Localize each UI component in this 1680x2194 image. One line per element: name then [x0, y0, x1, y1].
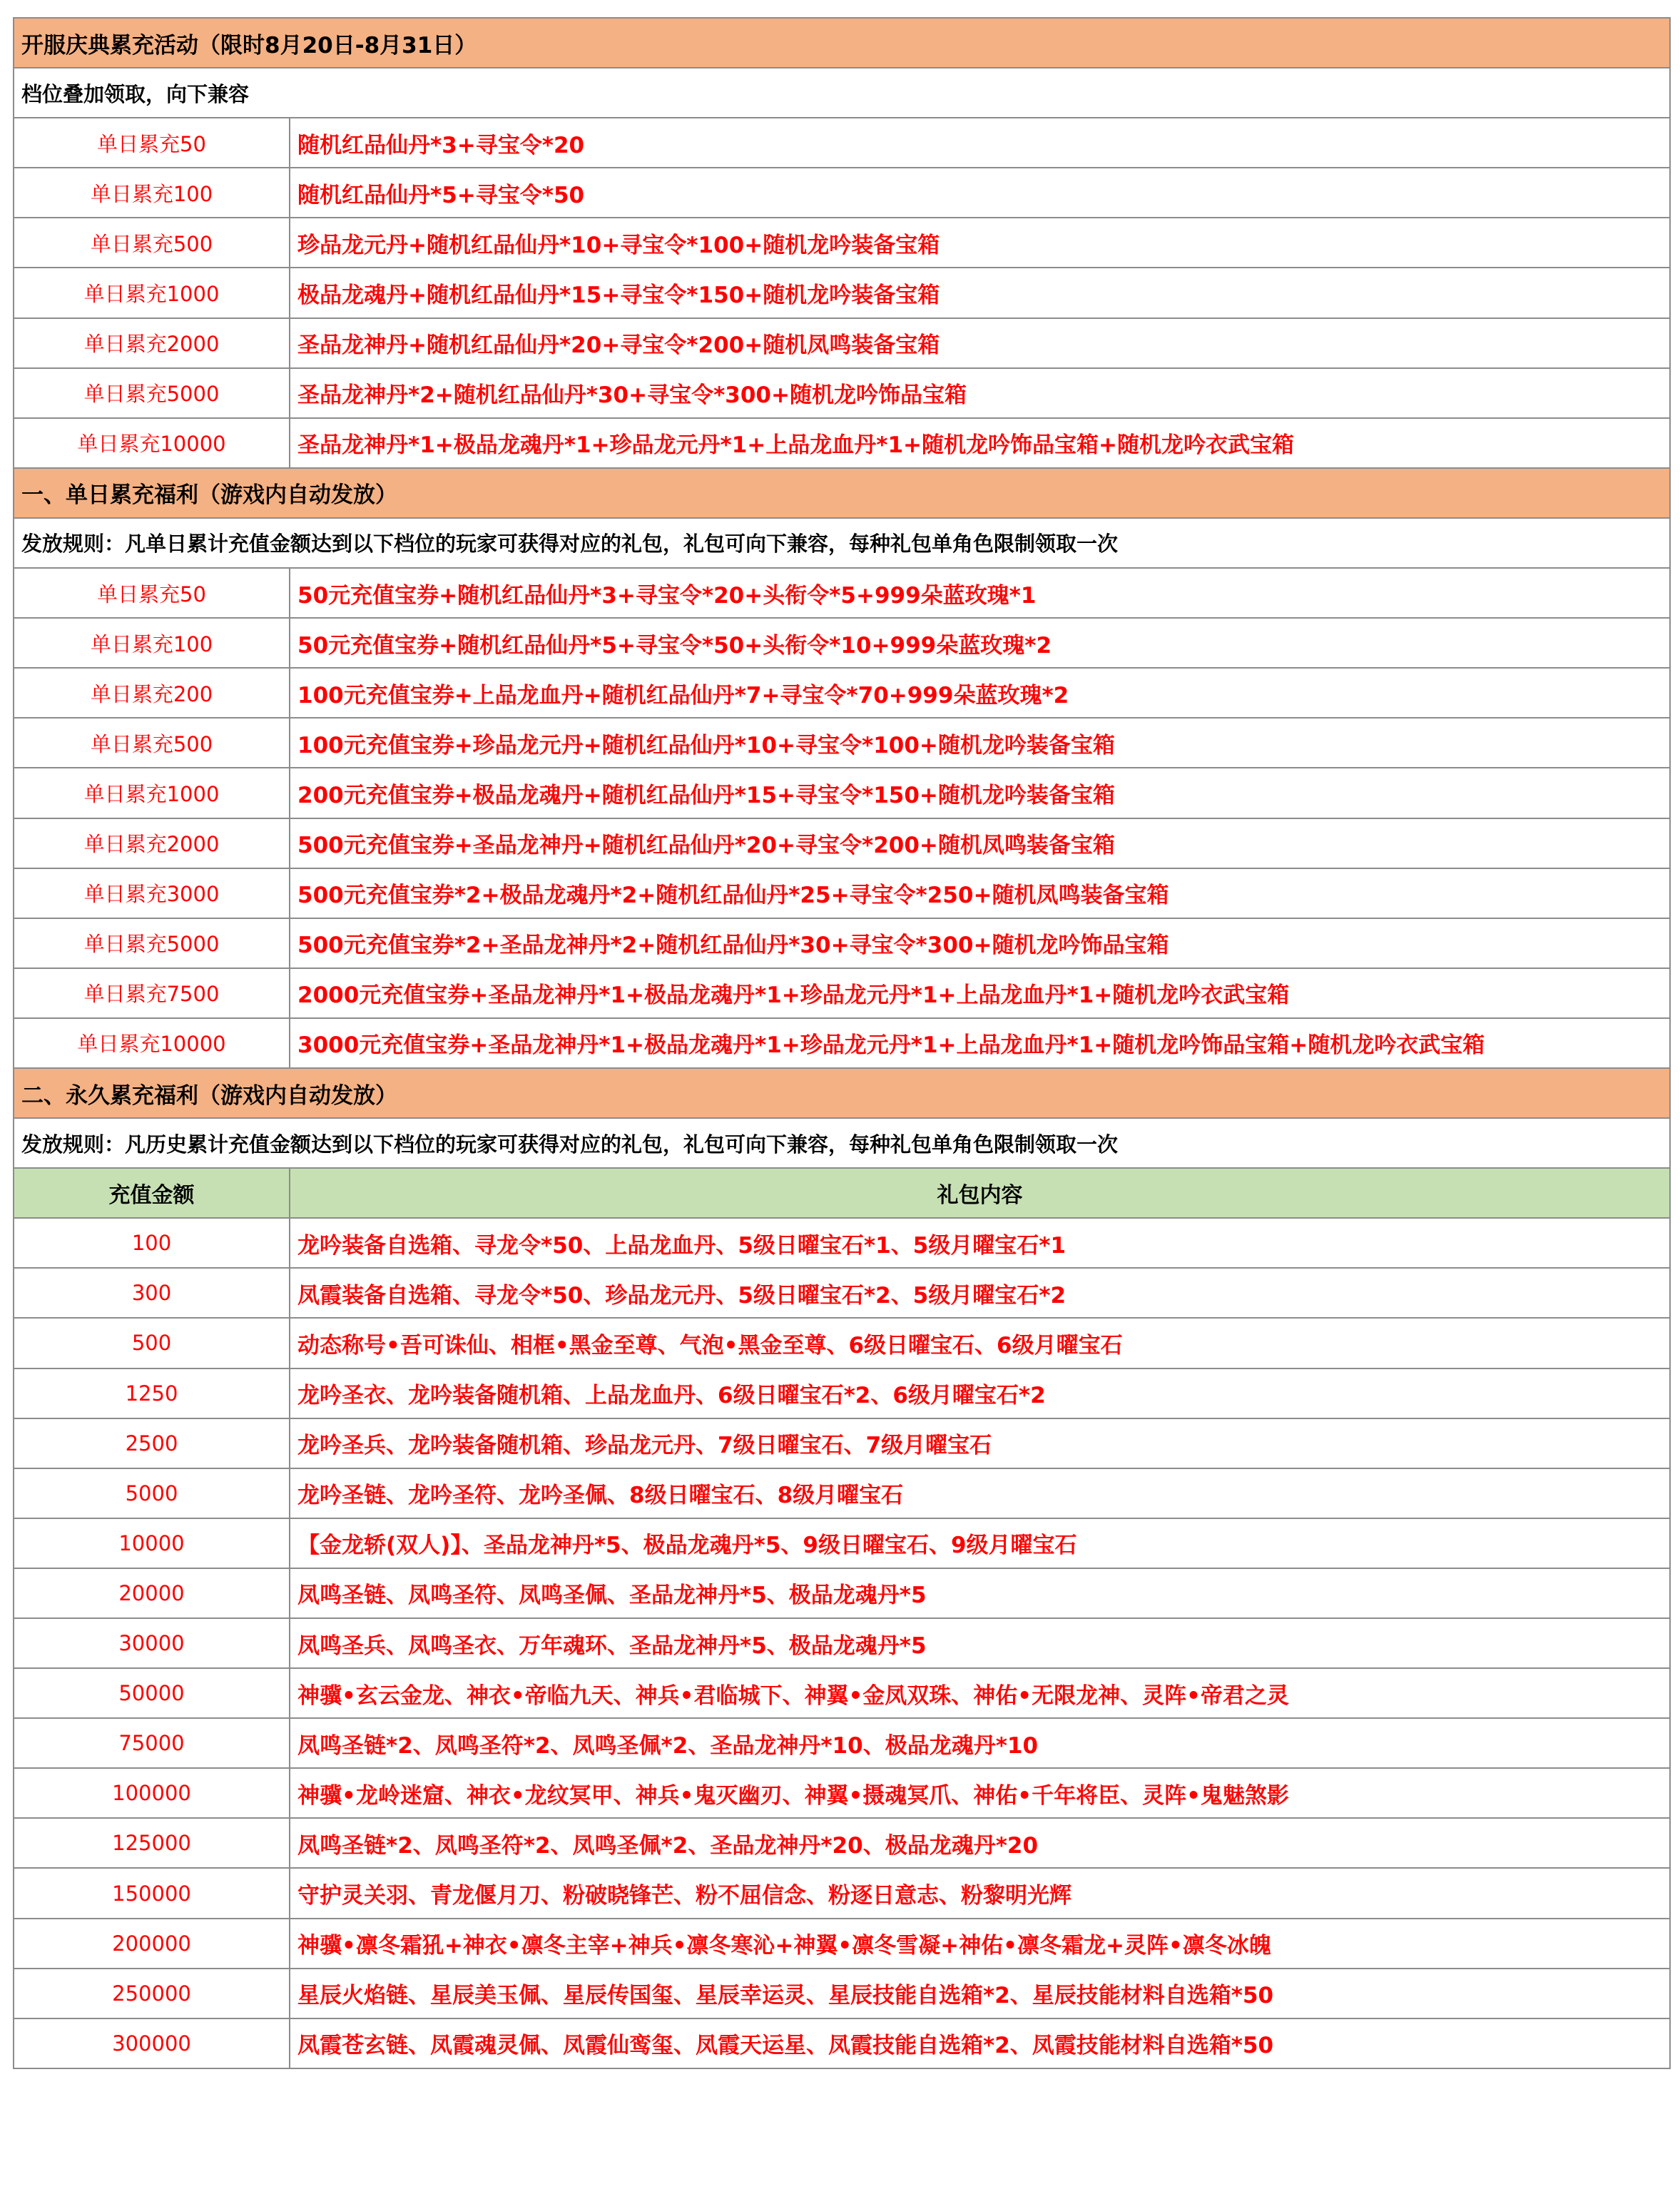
section-header-row	[14, 1068, 1670, 1118]
reward-cell: 龙吟圣兵、龙吟装备随机箱、珍品龙元丹、7级日曜宝石、7级月曜宝石	[290, 1418, 1670, 1468]
table-row	[14, 1518, 1670, 1568]
section-note: 发放规则：凡单日累计充值金额达到以下档位的玩家可获得对应的礼包，礼包可向下兼容，每种礼包单角色限制领取一次	[14, 518, 1670, 568]
table-row	[14, 668, 1670, 718]
column-header-content: 礼包内容	[290, 1168, 1670, 1218]
table-row	[14, 168, 1670, 218]
column-header-amount: 充值金额	[14, 1168, 290, 1218]
tier-cell: 单日累充1000	[14, 268, 290, 318]
tier-cell: 75000	[14, 1718, 290, 1768]
reward-cell: 50元充值宝券+随机红品仙丹*3+寻宝令*20+头衔令*5+999朵蓝玫瑰*1	[290, 568, 1670, 618]
section-note: 档位叠加领取，向下兼容	[14, 68, 1670, 118]
table-row	[14, 368, 1670, 418]
section-note-row	[14, 68, 1670, 118]
table-row	[14, 1018, 1670, 1068]
table-row	[14, 1268, 1670, 1318]
tier-cell: 100000	[14, 1768, 290, 1818]
tier-cell: 100	[14, 1218, 290, 1268]
tier-cell: 20000	[14, 1568, 290, 1618]
reward-cell: 极品龙魂丹+随机红品仙丹*15+寻宝令*150+随机龙吟装备宝箱	[290, 268, 1670, 318]
section-title: 二、永久累充福利（游戏内自动发放）	[14, 1068, 1670, 1118]
reward-cell: 凤鸣圣链*2、凤鸣圣符*2、凤鸣圣佩*2、圣品龙神丹*20、极品龙魂丹*20	[290, 1818, 1670, 1868]
tier-cell: 单日累充3000	[14, 868, 290, 918]
tier-cell: 300000	[14, 2018, 290, 2068]
tier-cell: 250000	[14, 1969, 290, 2018]
section-title: 一、单日累充福利（游戏内自动发放）	[14, 468, 1670, 518]
table-row	[14, 1468, 1670, 1518]
section-note-row	[14, 518, 1670, 568]
tier-cell: 单日累充50	[14, 568, 290, 618]
table-row	[14, 868, 1670, 918]
table-row	[14, 1818, 1670, 1868]
reward-table	[13, 17, 1671, 2069]
section-title: 开服庆典累充活动（限时8月20日-8月31日）	[14, 18, 1670, 68]
tier-cell: 单日累充10000	[14, 418, 290, 468]
tier-cell: 单日累充100	[14, 618, 290, 668]
table-row	[14, 568, 1670, 618]
tier-cell: 150000	[14, 1868, 290, 1918]
table-row	[14, 1318, 1670, 1368]
table-row	[14, 418, 1670, 468]
tier-cell: 125000	[14, 1818, 290, 1868]
reward-cell: 星辰火焰链、星辰美玉佩、星辰传国玺、星辰幸运灵、星辰技能自选箱*2、星辰技能材料自选箱*50	[290, 1969, 1670, 2018]
tier-cell: 2500	[14, 1418, 290, 1468]
table-row	[14, 318, 1670, 368]
table-row	[14, 1919, 1670, 1969]
table-row	[14, 768, 1670, 818]
reward-cell: 50元充值宝券+随机红品仙丹*5+寻宝令*50+头衔令*10+999朵蓝玫瑰*2	[290, 618, 1670, 668]
tier-cell: 单日累充500	[14, 718, 290, 768]
column-header-row	[14, 1168, 1670, 1218]
reward-cell: 守护灵关羽、青龙偃月刀、粉破晓锋芒、粉不屈信念、粉逐日意志、粉黎明光辉	[290, 1868, 1670, 1918]
tier-cell: 1250	[14, 1368, 290, 1418]
reward-cell: 神骥•玄云金龙、神衣•帝临九天、神兵•君临城下、神翼•金凤双珠、神佑•无限龙神、灵阵•帝君之灵	[290, 1668, 1670, 1718]
tier-cell: 30000	[14, 1618, 290, 1668]
tier-cell: 单日累充1000	[14, 768, 290, 818]
table-row	[14, 118, 1670, 168]
reward-cell: 200元充值宝券+极品龙魂丹+随机红品仙丹*15+寻宝令*150+随机龙吟装备宝箱	[290, 768, 1670, 818]
tier-cell: 单日累充200	[14, 668, 290, 718]
reward-cell: 500元充值宝券+圣品龙神丹+随机红品仙丹*20+寻宝令*200+随机凤鸣装备宝箱	[290, 818, 1670, 868]
tier-cell: 单日累充100	[14, 168, 290, 218]
tier-cell: 500	[14, 1318, 290, 1368]
tier-cell: 200000	[14, 1919, 290, 1969]
table-row	[14, 1969, 1670, 2018]
table-row	[14, 2018, 1670, 2068]
reward-cell: 动态称号•吾可诛仙、相框•黑金至尊、气泡•黑金至尊、6级日曜宝石、6级月曜宝石	[290, 1318, 1670, 1368]
section-note-row	[14, 1118, 1670, 1168]
tier-cell: 单日累充500	[14, 218, 290, 268]
table-row	[14, 968, 1670, 1018]
reward-cell: 神骥•龙岭迷窟、神衣•龙纹冥甲、神兵•鬼灭幽刃、神翼•摄魂冥爪、神佑•千年将臣、灵阵•鬼魅煞影	[290, 1768, 1670, 1818]
tier-cell: 单日累充2000	[14, 318, 290, 368]
table-row	[14, 1218, 1670, 1268]
table-row	[14, 1718, 1670, 1768]
tier-cell: 50000	[14, 1668, 290, 1718]
table-row	[14, 1868, 1670, 1918]
tier-cell: 单日累充50	[14, 118, 290, 168]
table-row	[14, 718, 1670, 768]
reward-cell: 凤霞装备自选箱、寻龙令*50、珍品龙元丹、5级日曜宝石*2、5级月曜宝石*2	[290, 1268, 1670, 1318]
reward-cell: 【金龙轿(双人)】、圣品龙神丹*5、极品龙魂丹*5、9级日曜宝石、9级月曜宝石	[290, 1518, 1670, 1568]
reward-cell: 随机红品仙丹*5+寻宝令*50	[290, 168, 1670, 218]
reward-cell: 神骥•凛冬霜犼+神衣•凛冬主宰+神兵•凛冬寒沁+神翼•凛冬雪凝+神佑•凛冬霜龙+灵阵•凛冬冰魄	[290, 1919, 1670, 1969]
tier-cell: 5000	[14, 1468, 290, 1518]
reward-cell: 凤霞苍玄链、凤霞魂灵佩、凤霞仙鸾玺、凤霞天运星、凤霞技能自选箱*2、凤霞技能材料自选箱*50	[290, 2018, 1670, 2068]
reward-cell: 凤鸣圣链、凤鸣圣符、凤鸣圣佩、圣品龙神丹*5、极品龙魂丹*5	[290, 1568, 1670, 1618]
reward-cell: 500元充值宝券*2+极品龙魂丹*2+随机红品仙丹*25+寻宝令*250+随机凤鸣装备宝箱	[290, 868, 1670, 918]
table-row	[14, 818, 1670, 868]
tier-cell: 单日累充7500	[14, 968, 290, 1018]
reward-cell: 圣品龙神丹+随机红品仙丹*20+寻宝令*200+随机凤鸣装备宝箱	[290, 318, 1670, 368]
reward-cell: 龙吟圣衣、龙吟装备随机箱、上品龙血丹、6级日曜宝石*2、6级月曜宝石*2	[290, 1368, 1670, 1418]
reward-cell: 3000元充值宝券+圣品龙神丹*1+极品龙魂丹*1+珍品龙元丹*1+上品龙血丹*1+随机龙吟饰品宝箱+随机龙吟衣武宝箱	[290, 1018, 1670, 1068]
section-header-row	[14, 468, 1670, 518]
reward-cell: 圣品龙神丹*2+随机红品仙丹*30+寻宝令*300+随机龙吟饰品宝箱	[290, 368, 1670, 418]
reward-cell: 100元充值宝券+上品龙血丹+随机红品仙丹*7+寻宝令*70+999朵蓝玫瑰*2	[290, 668, 1670, 718]
section-header-row	[14, 18, 1670, 68]
table-row	[14, 1618, 1670, 1668]
reward-cell: 龙吟装备自选箱、寻龙令*50、上品龙血丹、5级日曜宝石*1、5级月曜宝石*1	[290, 1218, 1670, 1268]
reward-cell: 500元充值宝券*2+圣品龙神丹*2+随机红品仙丹*30+寻宝令*300+随机龙吟饰品宝箱	[290, 918, 1670, 968]
table-row	[14, 1668, 1670, 1718]
section-note: 发放规则：凡历史累计充值金额达到以下档位的玩家可获得对应的礼包，礼包可向下兼容，每种礼包单角色限制领取一次	[14, 1118, 1670, 1168]
table-row	[14, 218, 1670, 268]
reward-cell: 100元充值宝券+珍品龙元丹+随机红品仙丹*10+寻宝令*100+随机龙吟装备宝箱	[290, 718, 1670, 768]
tier-cell: 10000	[14, 1518, 290, 1568]
table-row	[14, 918, 1670, 968]
tier-cell: 单日累充2000	[14, 818, 290, 868]
tier-cell: 单日累充5000	[14, 368, 290, 418]
reward-cell: 2000元充值宝券+圣品龙神丹*1+极品龙魂丹*1+珍品龙元丹*1+上品龙血丹*1+随机龙吟衣武宝箱	[290, 968, 1670, 1018]
table-row	[14, 1418, 1670, 1468]
tier-cell: 单日累充5000	[14, 918, 290, 968]
tier-cell: 单日累充10000	[14, 1018, 290, 1068]
reward-cell: 圣品龙神丹*1+极品龙魂丹*1+珍品龙元丹*1+上品龙血丹*1+随机龙吟饰品宝箱+随机龙吟衣武宝箱	[290, 418, 1670, 468]
reward-cell: 凤鸣圣兵、凤鸣圣衣、万年魂环、圣品龙神丹*5、极品龙魂丹*5	[290, 1618, 1670, 1668]
table-row	[14, 1768, 1670, 1818]
table-row	[14, 1568, 1670, 1618]
table-row	[14, 618, 1670, 668]
table-row	[14, 1368, 1670, 1418]
reward-cell: 凤鸣圣链*2、凤鸣圣符*2、凤鸣圣佩*2、圣品龙神丹*10、极品龙魂丹*10	[290, 1718, 1670, 1768]
tier-cell: 300	[14, 1268, 290, 1318]
reward-cell: 珍品龙元丹+随机红品仙丹*10+寻宝令*100+随机龙吟装备宝箱	[290, 218, 1670, 268]
reward-cell: 随机红品仙丹*3+寻宝令*20	[290, 118, 1670, 168]
reward-table-body	[14, 18, 1670, 2068]
reward-cell: 龙吟圣链、龙吟圣符、龙吟圣佩、8级日曜宝石、8级月曜宝石	[290, 1468, 1670, 1518]
table-row	[14, 268, 1670, 318]
